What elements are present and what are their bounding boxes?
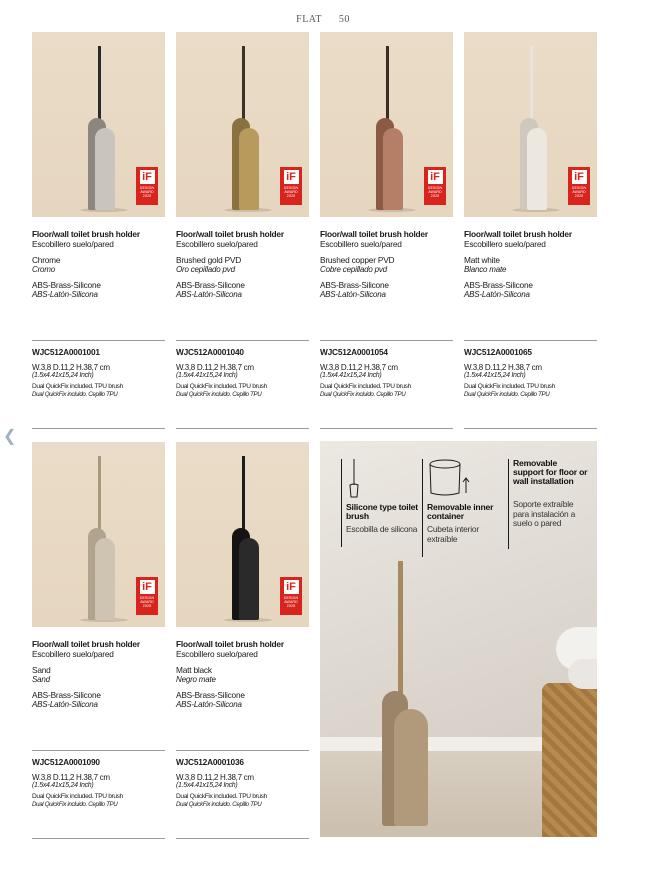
product-title: Floor/wall toilet brush holder xyxy=(464,229,572,239)
product-included xyxy=(176,383,309,398)
included-text-es: Dual QuickFix incluido. Cepillo TPU xyxy=(32,800,118,808)
product-finish-es: Oro cepillado pvd xyxy=(176,265,235,274)
product-photo xyxy=(176,32,309,217)
feature-line xyxy=(422,459,423,557)
product-title-es: Escobillero suelo/pared xyxy=(32,649,114,659)
product-title: Floor/wall toilet brush holder xyxy=(32,639,140,649)
award-label: DESIGN AWARD 2025 xyxy=(283,186,299,199)
product-finish-es: Cobre cepillado pvd xyxy=(320,265,387,274)
product-included xyxy=(32,793,165,808)
feature-line xyxy=(341,459,342,547)
dimensions-cm: W.3,8 D.11,2 H.38,7 cm xyxy=(32,363,110,372)
award-label: DESIGN AWARD 2025 xyxy=(571,186,587,199)
product-code: WJC512A0001090 xyxy=(32,757,100,767)
feature-silicone-brush xyxy=(341,459,421,549)
dimensions-cm: W.3,8 D.11,2 H.38,7 cm xyxy=(176,363,254,372)
if-design-award-badge xyxy=(280,577,302,615)
included-text-es: Dual QuickFix incluido. Cepillo TPU xyxy=(32,390,118,398)
product-photo xyxy=(464,32,597,217)
brush-holder-front xyxy=(95,128,115,210)
divider xyxy=(464,428,597,429)
page-number: 50 xyxy=(338,14,350,25)
if-design-award-badge xyxy=(568,167,590,205)
product-photo xyxy=(320,32,453,217)
product-finish: Matt black xyxy=(176,665,212,675)
product-code: WJC512A0001054 xyxy=(320,347,388,357)
feature-removable-support xyxy=(508,459,592,551)
included-text: Dual QuickFix included. TPU brush xyxy=(32,383,123,390)
product-info xyxy=(176,229,309,300)
brush-icon xyxy=(347,459,361,499)
included-text: Dual QuickFix included. TPU brush xyxy=(176,383,267,390)
product-included xyxy=(32,383,165,398)
award-logo: iF xyxy=(284,580,299,594)
dimensions-cm: W.3,8 D.11,2 H.38,7 cm xyxy=(320,363,398,372)
dimensions-inch: (1.5x4.41x15,24 Inch) xyxy=(176,372,238,379)
toilet-roll xyxy=(568,659,597,689)
product-title-es: Escobillero suelo/pared xyxy=(176,649,258,659)
included-text: Dual QuickFix included. TPU brush xyxy=(176,793,267,800)
award-label: DESIGN AWARD 2025 xyxy=(139,596,155,609)
brush-holder-front xyxy=(527,128,547,210)
brush-holder-front xyxy=(394,709,428,826)
included-text-es: Dual QuickFix incluido. Cepillo TPU xyxy=(176,390,262,398)
feature-inner-container xyxy=(422,459,508,559)
divider xyxy=(176,838,309,839)
product-info xyxy=(464,229,597,300)
container-icon xyxy=(426,459,470,499)
feature-line xyxy=(508,459,509,549)
divider xyxy=(176,428,309,429)
award-label: DESIGN AWARD 2025 xyxy=(427,186,443,199)
product-material: ABS-Brass-Silicone xyxy=(32,280,101,290)
product-info xyxy=(32,229,165,300)
dimensions-cm: W.3,8 D.11,2 H.38,7 cm xyxy=(176,773,254,782)
product-finish-es: Negro mate xyxy=(176,675,216,684)
feature-subtitle: Escobilla de silicona xyxy=(346,524,418,534)
product-finish: Matt white xyxy=(464,255,500,265)
product-finish-es: Cromo xyxy=(32,265,56,274)
page-header xyxy=(0,14,646,25)
dimensions-cm: W.3,8 D.11,2 H.38,7 cm xyxy=(32,773,110,782)
lifestyle-photo xyxy=(320,441,597,837)
divider xyxy=(32,428,165,429)
product-material: ABS-Brass-Silicone xyxy=(32,690,101,700)
product-finish-es: Sand xyxy=(32,675,50,684)
award-logo: iF xyxy=(428,170,443,184)
product-material: ABS-Brass-Silicone xyxy=(464,280,533,290)
product-finish: Sand xyxy=(32,665,51,675)
award-label: DESIGN AWARD 2025 xyxy=(139,186,155,199)
award-logo: iF xyxy=(140,170,155,184)
product-dimensions xyxy=(176,363,309,380)
product-material: ABS-Brass-Silicone xyxy=(176,280,245,290)
product-material: ABS-Brass-Silicone xyxy=(176,690,245,700)
feature-title: Removable inner container xyxy=(427,502,494,521)
brush-holder-front xyxy=(239,538,259,620)
divider xyxy=(320,428,453,429)
product-finish: Brushed copper PVD xyxy=(320,255,395,265)
feature-subtitle: Cubeta interior extraíble xyxy=(427,524,479,544)
award-logo: iF xyxy=(140,580,155,594)
product-material-es: ABS-Latón-Silicona xyxy=(320,290,386,299)
product-finish: Chrome xyxy=(32,255,61,265)
if-design-award-badge xyxy=(136,577,158,615)
award-logo: iF xyxy=(284,170,299,184)
product-dimensions xyxy=(176,773,309,790)
award-logo: iF xyxy=(572,170,587,184)
product-title-es: Escobillero suelo/pared xyxy=(464,239,546,249)
dimensions-cm: W.3,8 D.11,2 H.38,7 cm xyxy=(464,363,542,372)
product-photo xyxy=(32,32,165,217)
section-title: FLAT xyxy=(296,14,322,25)
brush-holder-front xyxy=(95,538,115,620)
product-dimensions xyxy=(32,363,165,380)
product-material-es: ABS-Latón-Silicona xyxy=(32,700,98,709)
divider xyxy=(176,750,309,751)
dimensions-inch: (1.5x4.41x15,24 Inch) xyxy=(464,372,526,379)
wicker-basket xyxy=(542,683,597,837)
product-info xyxy=(176,639,309,710)
brush-holder-front xyxy=(239,128,259,210)
divider xyxy=(32,340,165,341)
divider xyxy=(32,750,165,751)
if-design-award-badge xyxy=(136,167,158,205)
product-material-es: ABS-Latón-Silicona xyxy=(176,700,242,709)
feature-title: Silicone type toilet brush xyxy=(346,502,418,521)
product-info xyxy=(32,639,165,710)
award-label: DESIGN AWARD 2025 xyxy=(283,596,299,609)
product-dimensions xyxy=(464,363,597,380)
product-code: WJC512A0001036 xyxy=(176,757,244,767)
product-code: WJC512A0001065 xyxy=(464,347,532,357)
product-title: Floor/wall toilet brush holder xyxy=(320,229,428,239)
included-text-es: Dual QuickFix incluido. Cepillo TPU xyxy=(176,800,262,808)
product-included xyxy=(464,383,597,398)
product-code: WJC512A0001001 xyxy=(32,347,100,357)
if-design-award-badge xyxy=(424,167,446,205)
divider xyxy=(320,340,453,341)
divider xyxy=(176,340,309,341)
feature-title: Removable support for floor or wall installation xyxy=(513,458,588,486)
included-text: Dual QuickFix included. TPU brush xyxy=(320,383,411,390)
product-info xyxy=(320,229,453,300)
dimensions-inch: (1.5x4.41x15,24 Inch) xyxy=(32,372,94,379)
included-text: Dual QuickFix included. TPU brush xyxy=(32,793,123,800)
brush-holder-front xyxy=(383,128,403,210)
product-material-es: ABS-Latón-Silicona xyxy=(176,290,242,299)
included-text-es: Dual QuickFix incluido. Cepillo TPU xyxy=(320,390,406,398)
product-included xyxy=(176,793,309,808)
included-text: Dual QuickFix included. TPU brush xyxy=(464,383,555,390)
dimensions-inch: (1.5x4.41x15,24 Inch) xyxy=(320,372,382,379)
divider xyxy=(32,838,165,839)
if-design-award-badge xyxy=(280,167,302,205)
product-finish: Brushed gold PVD xyxy=(176,255,242,265)
product-title: Floor/wall toilet brush holder xyxy=(176,229,284,239)
dimensions-inch: (1.5x4.41x15,24 Inch) xyxy=(176,782,238,789)
product-code: WJC512A0001040 xyxy=(176,347,244,357)
product-finish-es: Blanco mate xyxy=(464,265,507,274)
product-material: ABS-Brass-Silicone xyxy=(320,280,389,290)
previous-page-icon[interactable]: ❮ xyxy=(3,428,17,445)
product-title: Floor/wall toilet brush holder xyxy=(176,639,284,649)
product-photo xyxy=(176,442,309,627)
product-title: Floor/wall toilet brush holder xyxy=(32,229,140,239)
product-dimensions xyxy=(320,363,453,380)
product-photo xyxy=(32,442,165,627)
product-title-es: Escobillero suelo/pared xyxy=(320,239,402,249)
divider xyxy=(464,340,597,341)
product-title-es: Escobillero suelo/pared xyxy=(32,239,114,249)
product-included xyxy=(320,383,453,398)
product-title-es: Escobillero suelo/pared xyxy=(176,239,258,249)
feature-subtitle: Soporte extraíble para instalación a suelo o pared xyxy=(513,499,576,528)
product-dimensions xyxy=(32,773,165,790)
product-material-es: ABS-Latón-Silicona xyxy=(464,290,530,299)
product-material-es: ABS-Latón-Silicona xyxy=(32,290,98,299)
dimensions-inch: (1.5x4.41x15,24 Inch) xyxy=(32,782,94,789)
included-text-es: Dual QuickFix incluido. Cepillo TPU xyxy=(464,390,550,398)
